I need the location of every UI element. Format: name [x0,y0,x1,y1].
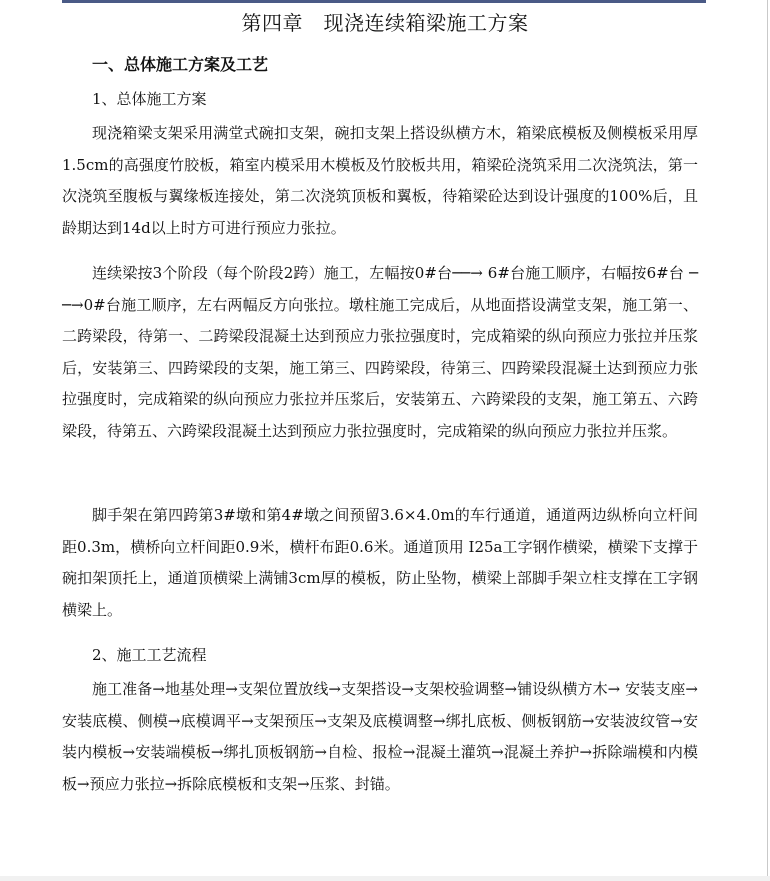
paragraph-2: 连续梁按3个阶段（每个阶段2跨）施工，左幅按0#台──→ 6#台施工顺序，右幅按6#台 ──→0#台施工顺序，左右两幅反方向张拉。墩柱施工完成后，从地面搭设满堂支架，施工第一、二跨梁段，待第一、二跨梁段混凝土达到预应力张拉强度时，完成箱梁的纵向预应力张拉并压浆后，安装第三、四跨梁段的支架，施工第三、四跨梁段，待第三、四跨梁段混凝土达到预应力张拉强度时，完成箱梁的纵向预应力张拉并压浆后，安装第五、六跨梁段的支架，施工第五、六跨梁段，待第五、六跨梁段混凝土达到预应力张拉强度时，完成箱梁的纵向预应力张拉并压浆。 [62,264,698,440]
paragraph-4: 施工准备→地基处理→支架位置放线→支架搭设→支架校验调整→铺设纵横方木→ 安装支座→安装底模、侧模→底模调平→支架预压→支架及底模调整→绑扎底板、侧板钢筋→安装波纹管→安装内模板→安装端模板→绑扎顶板钢筋→自检、报检→混凝土灌筑→混凝土养护→拆除端模和内模板→预应力张拉→拆除底模板和支架→压浆、封锚。 [62,680,698,793]
section-heading: 一、总体施工方案及工艺 [92,55,269,74]
subsection-heading-2: 2、施工工艺流程 [92,646,207,664]
subsection-heading-1: 1、总体施工方案 [92,90,207,108]
paragraph-1: 现浇箱梁支架采用满堂式碗扣支架，碗扣支架上搭设纵横方木，箱梁底模板及侧模板采用厚1.5cm的高强度竹胶板，箱室内模采用木模板及竹胶板共用，箱梁砼浇筑采用二次浇筑法，第一次浇筑至腹板与翼缘板连接处，第二次浇筑顶板和翼板，待箱梁砼达到设计强度的100%后，且龄期达到14d以上时方可进行预应力张拉。 [62,124,698,237]
chapter-title: 第四章 现浇连续箱梁施工方案 [241,11,529,35]
paragraph-3: 脚手架在第四跨第3#墩和第4#墩之间预留3.6×4.0m的车行通道，通道两边纵桥向立杆间距0.3m，横桥向立杆间距0.9米，横杆布距0.6米。通道顶用 I25a工字钢作横梁，横梁下支撑于碗扣架顶托上，通道顶横梁上满铺3cm厚的模板，防止坠物，横梁上部脚手架立柱支撑在工字钢横梁上。 [62,506,698,619]
